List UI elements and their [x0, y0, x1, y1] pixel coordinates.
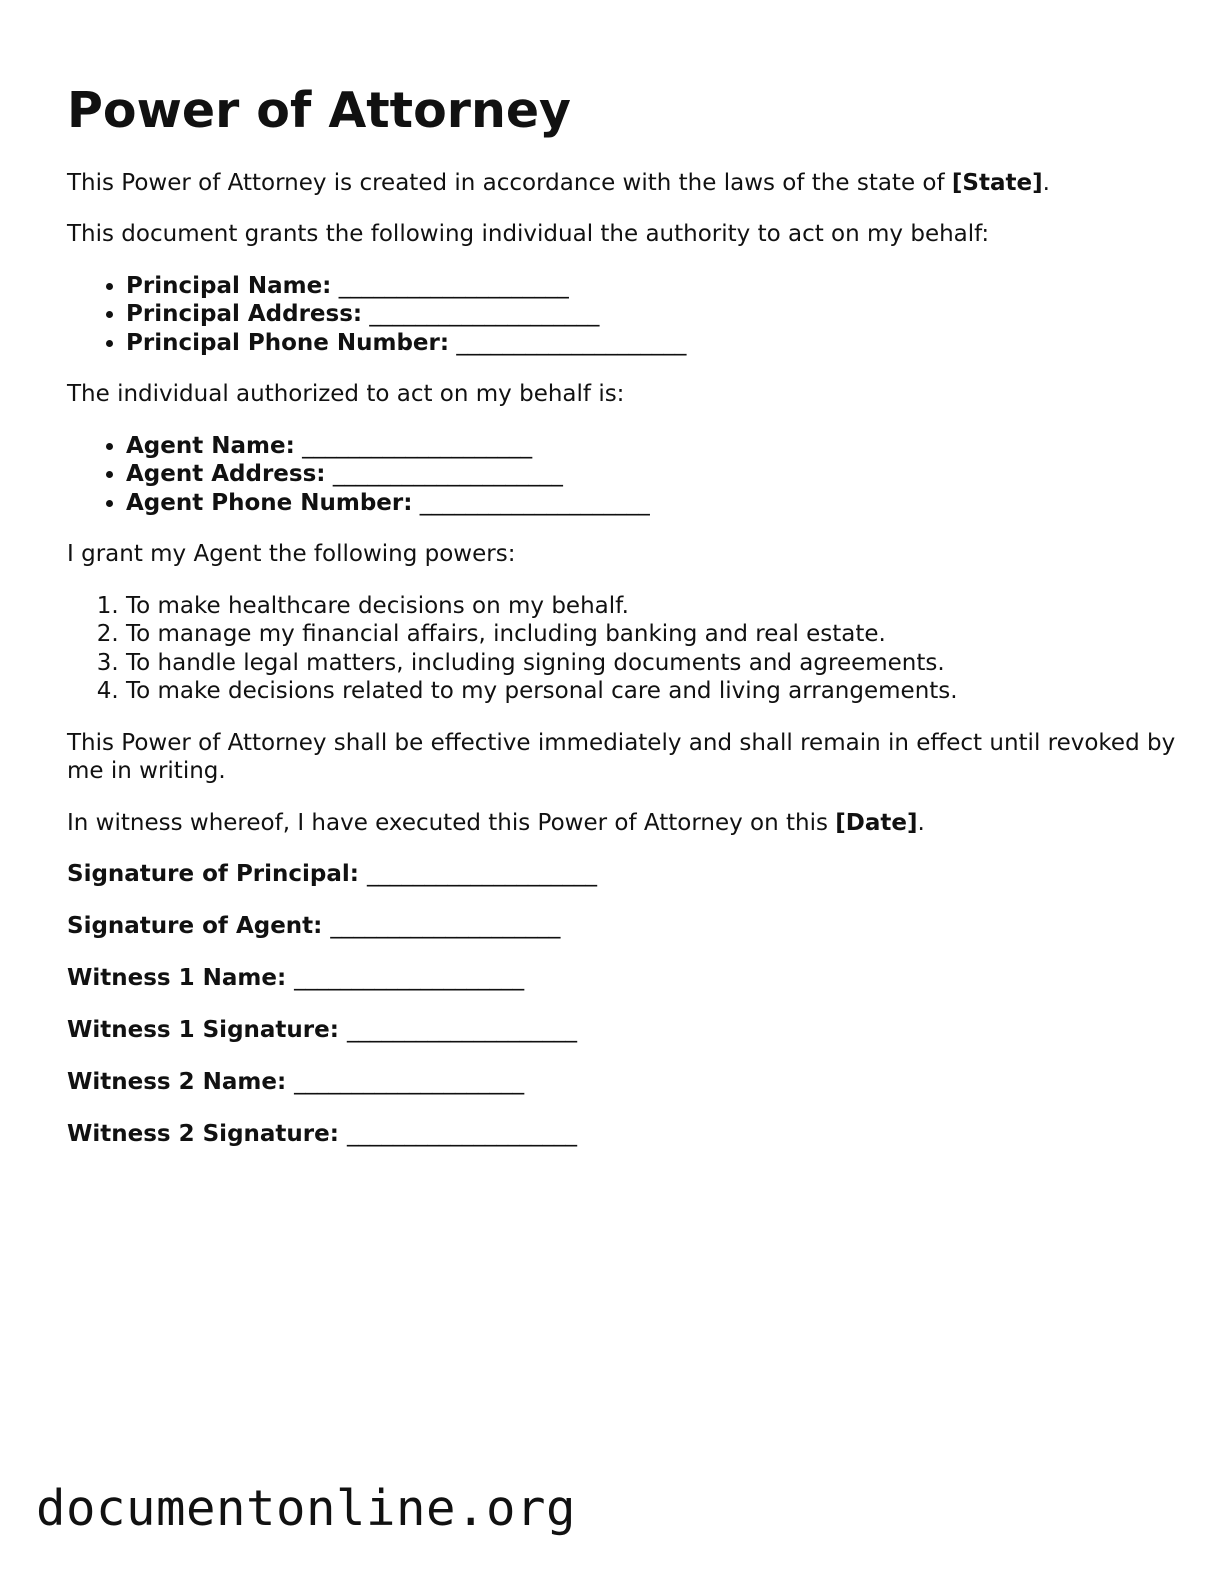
power-item: 3. To handle legal matters, including signing documents and agreements. — [126, 649, 1187, 678]
field-blank: ____________________ — [338, 272, 569, 299]
power-item: 2. To manage my financial affairs, including banking and real estate. — [126, 620, 1187, 649]
witness-2-signature-line — [67, 1120, 1187, 1149]
principal-address-field — [126, 300, 1187, 329]
effective-statement: This Power of Attorney shall be effective immediately and shall remain in effect until revoked by me in writing. — [67, 729, 1176, 785]
powers-intro: I grant my Agent the following powers: — [67, 541, 516, 568]
signature-label: Witness 1 Name: — [67, 965, 287, 992]
intro-paragraph — [67, 169, 1187, 198]
signature-blank: ____________________ — [294, 1069, 525, 1096]
principal-fields-list — [67, 272, 1187, 358]
witness-2-name-line — [67, 1068, 1187, 1097]
powers-list — [67, 592, 1187, 706]
field-label: Agent Name: — [126, 432, 295, 459]
power-item: 4. To make decisions related to my personal care and living arrangements. — [126, 677, 1187, 706]
watermark-text: documentonline.org — [36, 1480, 577, 1537]
document-title: Power of Attorney — [67, 82, 571, 139]
witness-1-signature-line — [67, 1016, 1187, 1045]
field-label: Principal Address: — [126, 301, 363, 328]
signature-label: Witness 2 Signature: — [67, 1121, 339, 1148]
witness-statement — [67, 809, 1187, 838]
field-blank: ____________________ — [369, 301, 600, 328]
field-label: Principal Name: — [126, 272, 332, 299]
signature-blank: ____________________ — [330, 913, 561, 940]
witness-1-name-line — [67, 964, 1187, 993]
intro-suffix: . — [1042, 169, 1050, 196]
signature-label: Signature of Agent: — [67, 913, 323, 940]
signature-agent-line — [67, 912, 1187, 941]
signature-label: Witness 1 Signature: — [67, 1017, 339, 1044]
signature-blank: ____________________ — [367, 861, 597, 888]
agent-fields-list — [67, 432, 1187, 518]
field-label: Principal Phone Number: — [126, 329, 450, 356]
power-item: 1. To make healthcare decisions on my behalf. — [126, 592, 1187, 621]
grant-statement: This document grants the following individual the authority to act on my behalf: — [67, 221, 990, 248]
signature-label: Witness 2 Name: — [67, 1069, 287, 1096]
signature-blank: ____________________ — [294, 965, 525, 992]
witness-suffix: . — [917, 809, 925, 836]
agent-address-field — [126, 460, 1187, 489]
field-blank: ____________________ — [332, 461, 563, 488]
field-label: Agent Phone Number: — [126, 489, 413, 516]
field-blank: ____________________ — [302, 432, 533, 459]
signature-blank: ____________________ — [346, 1121, 577, 1148]
field-label: Agent Address: — [126, 461, 326, 488]
date-placeholder: [Date] — [835, 809, 918, 836]
document-page — [67, 82, 1187, 1172]
field-blank: ____________________ — [419, 489, 650, 516]
agent-phone-field — [126, 489, 1187, 518]
principal-name-field — [126, 272, 1187, 301]
signature-blank: ____________________ — [346, 1017, 577, 1044]
agent-name-field — [126, 432, 1187, 461]
principal-phone-field — [126, 329, 1187, 358]
signature-principal-line — [67, 860, 1187, 889]
signature-label: Signature of Principal: — [67, 861, 359, 888]
witness-prefix: In witness whereof, I have executed this Power of Attorney on this — [67, 809, 836, 836]
field-blank: ____________________ — [456, 329, 687, 356]
state-placeholder: [State] — [951, 169, 1043, 196]
intro-prefix: This Power of Attorney is created in accordance with the laws of the state of — [67, 169, 952, 196]
agent-intro: The individual authorized to act on my behalf is: — [67, 381, 625, 408]
